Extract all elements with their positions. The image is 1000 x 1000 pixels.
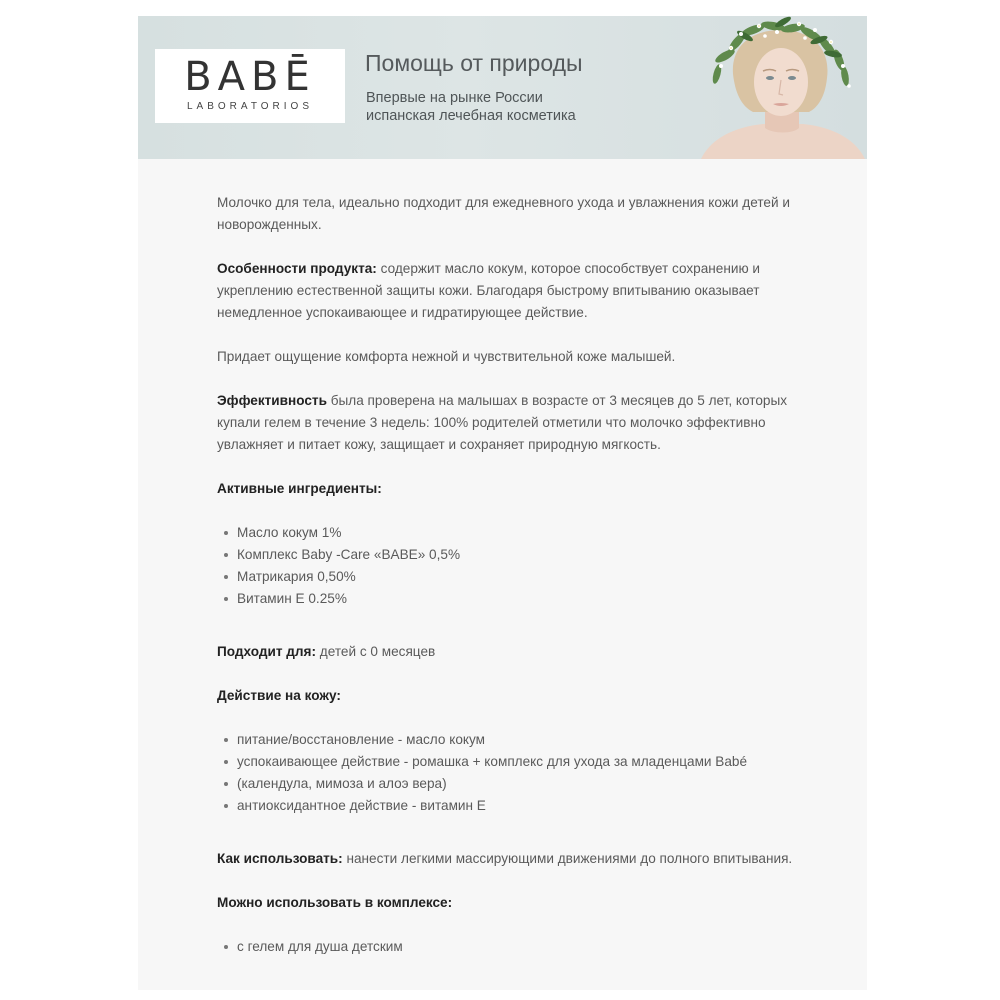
list-item: питание/восстановление - масло кокум [237,729,807,751]
list-item: антиоксидантное действие - витамин Е [237,795,807,817]
ingredients-heading-text: Активные ингредиенты: [217,481,382,496]
action-heading-text: Действие на кожу: [217,688,341,703]
suitable-paragraph [217,641,807,663]
features-text: содержит масло кокум, которое способствует сохранению и укреплению естественной защиты кожи. Благодаря быстрому впитыванию оказывает немедленное успокаивающее и гидратирующее действие. [217,261,761,320]
list-item: Матрикария 0,50% [237,566,807,588]
list-item: Витамин Е 0.25% [237,588,807,610]
list-item: Комплекс Baby -Care «BABE» 0,5% [237,544,807,566]
brand-banner [138,16,867,159]
features-label: Особенности продукта: [217,261,377,276]
usage-text: нанести легкими массирующими движениями до полного впитывания. [342,851,793,866]
list-item: с гелем для душа детским [237,936,807,958]
logo-subtitle: LABORATORIOS [187,101,313,112]
comfort-paragraph: Придает ощущение комфорта нежной и чувствительной коже малышей. [217,349,676,364]
logo-wordmark: BABĒ [184,54,316,100]
product-description [217,192,807,958]
banner-tagline-2: испанская лечебная косметика [366,108,576,124]
action-list [217,729,807,817]
list-item: (календула, мимоза и алоэ вера) [237,773,807,795]
suitable-text: детей с 0 месяцев [316,644,436,659]
list-item: успокаивающее действие - ромашка + комплекс для ухода за младенцами Babé [237,751,807,773]
model-portrait-image [693,16,867,159]
complex-heading-text: Можно использовать в комплексе: [217,895,453,910]
action-heading [217,685,807,707]
features-paragraph [217,258,807,324]
ingredients-heading [217,478,807,500]
usage-paragraph [217,848,807,870]
banner-title: Помощь от природы [365,50,583,76]
intro-paragraph: Молочко для тела, идеально подходит для ежедневного ухода и увлажнения кожи детей и новорожденных. [217,195,790,232]
usage-label: Как использовать: [217,851,343,866]
efficiency-label: Эффективность [217,393,327,408]
efficiency-paragraph [217,390,807,456]
efficiency-text: была проверена на малышах в возрасте от 3 месяцев до 5 лет, которых купали гелем в течение 3 недель: 100% родителей отметили что молочко эффективно увлажняет и питает кожу, защищает и сохраняет природную мягкость. [217,393,788,452]
list-item: Масло кокум 1% [237,522,807,544]
product-description-page [138,16,867,990]
complex-list [217,936,807,958]
suitable-label: Подходит для: [217,644,317,659]
brand-logo [155,49,345,123]
banner-tagline-1: Впервые на рынке России [366,90,543,106]
ingredients-list [217,522,807,610]
complex-heading [217,892,807,914]
